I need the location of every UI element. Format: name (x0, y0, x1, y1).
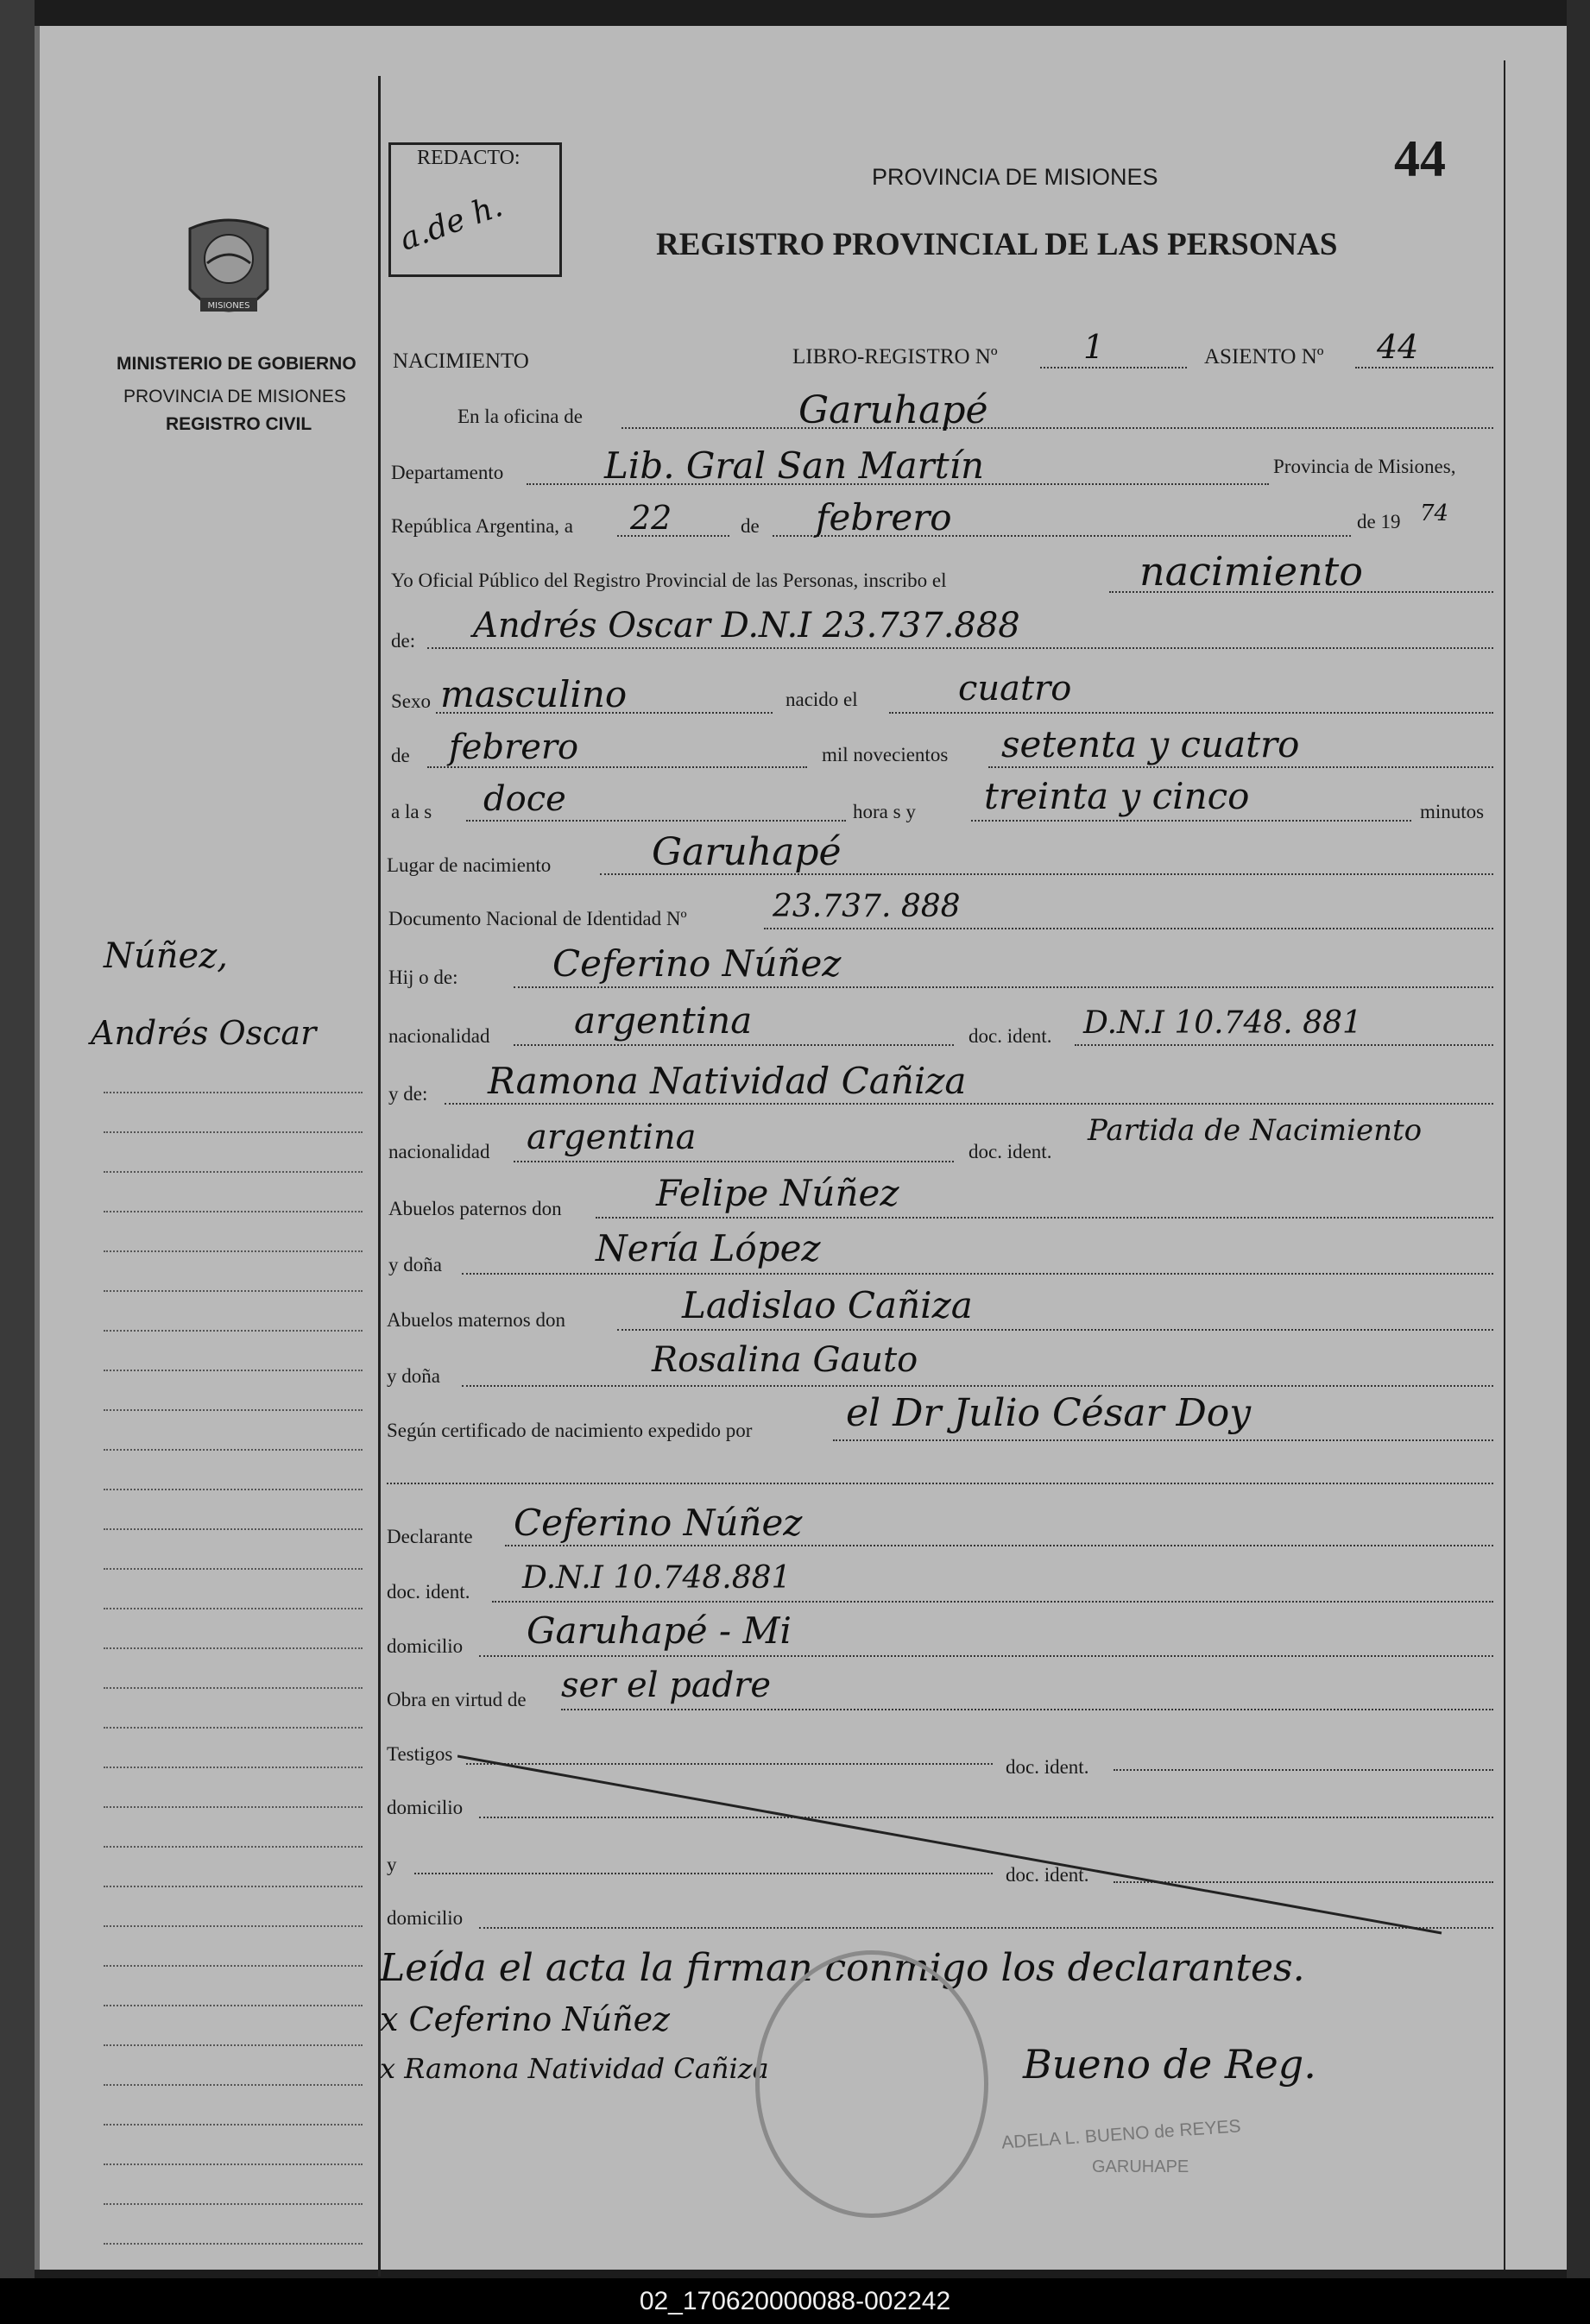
certificado-value: el Dr Julio César Doy (846, 1391, 1252, 1435)
declarante-dots (505, 1545, 1493, 1546)
margin-ruled-line (104, 1846, 363, 1848)
oficina-value: Garuhapé (798, 388, 988, 432)
signature-madre: x Ramona Natividad Cañiza (380, 2052, 769, 2085)
dni-value: 23.737. 888 (773, 889, 961, 924)
abuelo-pat-value: Felipe Núñez (656, 1172, 899, 1214)
obra-label: Obra en virtud de (387, 1689, 527, 1710)
libro-label: LIBRO-REGISTRO Nº (792, 345, 998, 368)
margin-given-names: Andrés Oscar (91, 1014, 317, 1052)
margin-surname: Núñez, (104, 936, 228, 976)
libro-value: 1 (1083, 328, 1105, 366)
nac-madre-dots (514, 1161, 954, 1162)
provincia-label: Provincia de Misiones, (1273, 456, 1456, 477)
hijo-label: Hij o de: (388, 967, 458, 988)
minutos-label: minutos (1420, 801, 1485, 822)
margin-ruled-line (104, 1489, 363, 1490)
footer-id: 02_170620000088-002242 (0, 2278, 1590, 2324)
libro-dots (1040, 367, 1187, 368)
domicilio-value: Garuhapé - Mi (527, 1609, 792, 1652)
closing-text: Leída el acta la firman conmigo los declarantes. (380, 1946, 1305, 1990)
madre-dots (445, 1103, 1493, 1105)
declarante-label: Declarante (387, 1526, 473, 1547)
margin-ruled-line (104, 1965, 363, 1967)
abuelo-mat-dots (617, 1329, 1493, 1331)
anio-nac-value: setenta y cuatro (1001, 723, 1300, 765)
svg-text:MISIONES: MISIONES (207, 301, 250, 311)
nac-madre-value: argentina (527, 1118, 697, 1157)
doc-padre-dots (1075, 1044, 1493, 1046)
doc-padre-value: D.N.I 10.748. 881 (1083, 1005, 1362, 1041)
margin-ruled-line (104, 2005, 363, 2006)
mes-nac-value: febrero (449, 727, 579, 767)
dni-label: Documento Nacional de Identidad Nº (388, 908, 687, 929)
doc-madre-value: Partida de Nacimiento (1088, 1113, 1423, 1148)
redacto-box (388, 142, 562, 277)
testigos-label: Testigos (387, 1743, 453, 1765)
margin-ruled-line (104, 2163, 363, 2165)
de3-label: de (391, 745, 410, 766)
margin-ruled-line (104, 1647, 363, 1649)
y-label: y (387, 1854, 397, 1875)
padre-dots (514, 986, 1493, 988)
margin-ruled-line (104, 2044, 363, 2046)
oficina-dots (621, 427, 1493, 429)
republica-label: República Argentina, a (391, 515, 573, 537)
signature-declarante: x Ceferino Núñez (380, 2000, 671, 2038)
nacido-dots (889, 712, 1493, 714)
dni-dots (764, 928, 1493, 929)
margin-ruled-line (104, 1330, 363, 1332)
margin-ruled-line (104, 2243, 363, 2245)
departamento-label: Departamento (391, 462, 504, 483)
abuela-mat-value: Rosalina Gauto (652, 1340, 918, 1380)
doc-ident-padre-label: doc. ident. (969, 1025, 1052, 1047)
mil-label: mil novecientos (822, 744, 949, 765)
coat-of-arms-icon (181, 211, 276, 332)
de-label: de (741, 515, 760, 537)
ydona-pat-label: y doña (388, 1254, 442, 1275)
departamento-value: Lib. Gral San Martín (604, 444, 985, 487)
margin-ruled-line (104, 2124, 363, 2126)
nacionalidad-padre-label: nacionalidad (388, 1025, 490, 1047)
testigos-doc-label: doc. ident. (1006, 1756, 1089, 1778)
decl-doc-value: D.N.I 10.748.881 (522, 1560, 792, 1596)
madre-value: Ramona Natividad Cañiza (488, 1060, 967, 1102)
margin-ruled-line (104, 1290, 363, 1292)
y-domicilio-label: domicilio (387, 1907, 464, 1929)
decl-doc-label: doc. ident. (387, 1581, 470, 1603)
minutos-value: treinta y cinco (984, 775, 1250, 817)
margin-ruled-line (104, 1767, 363, 1768)
abuelos-mat-label: Abuelos maternos don (387, 1309, 565, 1331)
registry-title: REGISTRO PROVINCIAL DE LAS PERSONAS (656, 227, 1338, 262)
domicilio-label: domicilio (387, 1635, 464, 1657)
yo-oficial-label: Yo Oficial Público del Registro Provincial de las Personas, inscribo el (391, 570, 947, 591)
obra-value: ser el padre (561, 1666, 772, 1705)
dia-value: 22 (630, 499, 672, 537)
nacido-label: nacido el (786, 689, 858, 710)
province-heading: PROVINCIA DE MISIONES (872, 164, 1158, 190)
declarante-value: Ceferino Núñez (514, 1502, 803, 1544)
hora-dots (466, 820, 846, 822)
horas-label: hora s y (853, 801, 916, 822)
abuela-pat-dots (462, 1273, 1493, 1275)
margin-ruled-line (104, 1131, 363, 1133)
abuelos-pat-label: Abuelos paternos don (388, 1198, 562, 1219)
stamp-place: GARUHAPE (1092, 2157, 1189, 2176)
sexo-label: Sexo (391, 690, 431, 712)
margin-ruled-line (104, 1409, 363, 1411)
anio-nac-dots (988, 766, 1493, 768)
anio-value: 74 (1420, 501, 1449, 526)
certificado-label: Según certificado de nacimiento expedido por (387, 1420, 753, 1441)
official-seal-stamp (755, 1950, 988, 2218)
ministry-line: MINISTERIO DE GOBIERNO (117, 354, 356, 374)
lugar-label: Lugar de nacimiento (387, 854, 552, 876)
doc-ident-madre-label: doc. ident. (969, 1141, 1052, 1162)
obra-dots (561, 1709, 1493, 1710)
nac-padre-dots (514, 1044, 954, 1046)
domicilio-dots (479, 1655, 1493, 1657)
de2-label: de: (391, 630, 416, 652)
decl-doc-dots (492, 1601, 1493, 1603)
signature-oficial: Bueno de Reg. (1023, 2041, 1316, 2088)
y-doc-label: doc. ident. (1006, 1864, 1089, 1886)
nombre-value: Andrés Oscar D.N.I 23.737.888 (473, 606, 1020, 646)
civil-registry-line: REGISTRO CIVIL (166, 414, 312, 434)
margin-ruled-line (104, 1092, 363, 1093)
margin-ruled-line (104, 1211, 363, 1212)
oficina-label: En la oficina de (457, 406, 583, 427)
page-number: 44 (1394, 130, 1446, 187)
asiento-value: 44 (1377, 328, 1419, 366)
asiento-dots (1355, 367, 1493, 368)
cancel-stroke (457, 1752, 1450, 1942)
nombre-dots (427, 647, 1493, 649)
minutos-dots (971, 820, 1411, 822)
margin-ruled-line (104, 2084, 363, 2086)
margin-ruled-line (104, 1886, 363, 1887)
redacto-label: REDACTO: (417, 147, 521, 169)
margin-ruled-line (104, 1250, 363, 1252)
certificado-dots (833, 1439, 1493, 1441)
redacto-value: a.de h. (394, 188, 508, 258)
nacionalidad-madre-label: nacionalidad (388, 1141, 490, 1162)
margin-ruled-line (104, 1806, 363, 1808)
alas-label: a la s (391, 801, 432, 822)
ydona-mat-label: y doña (387, 1365, 440, 1387)
nac-padre-value: argentina (574, 999, 753, 1042)
margin-ruled-line (104, 1687, 363, 1689)
abuelo-pat-dots (596, 1217, 1493, 1219)
margin-ruled-line (104, 1449, 363, 1451)
margin-ruled-line (104, 1925, 363, 1927)
abuela-mat-dots (462, 1385, 1493, 1387)
testigos-domicilio-label: domicilio (387, 1797, 464, 1818)
asiento-label: ASIENTO Nº (1204, 345, 1324, 368)
yde-label: y de: (388, 1083, 428, 1105)
province-line: PROVINCIA DE MISIONES (123, 387, 346, 406)
abuelo-mat-value: Ladislao Cañiza (682, 1284, 973, 1326)
right-border-line (1504, 60, 1505, 2270)
lugar-value: Garuhapé (652, 830, 842, 874)
abuela-pat-value: Nería López (596, 1227, 821, 1269)
nacido-value: cuatro (958, 669, 1072, 709)
stamp-name: ADELA L. BUENO de REYES (1000, 2116, 1242, 2153)
anio-label: de 19 (1357, 511, 1401, 532)
act-type-label: NACIMIENTO (393, 350, 529, 373)
margin-ruled-line (104, 1171, 363, 1173)
hora-value: doce (483, 779, 566, 819)
margin-ruled-line (104, 1370, 363, 1371)
margin-ruled-line (104, 2203, 363, 2205)
margin-ruled-line (104, 1568, 363, 1570)
margin-ruled-line (104, 1608, 363, 1609)
book-spine (0, 0, 35, 2324)
sexo-value: masculino (440, 673, 628, 715)
certificado-dots-2 (387, 1483, 1493, 1484)
mes-value: febrero (816, 496, 952, 538)
page-edge (1567, 0, 1590, 2324)
margin-ruled-line (104, 1727, 363, 1729)
inscribo-value: nacimiento (1139, 548, 1363, 595)
padre-value: Ceferino Núñez (552, 942, 842, 985)
margin-ruled-line (104, 1528, 363, 1530)
